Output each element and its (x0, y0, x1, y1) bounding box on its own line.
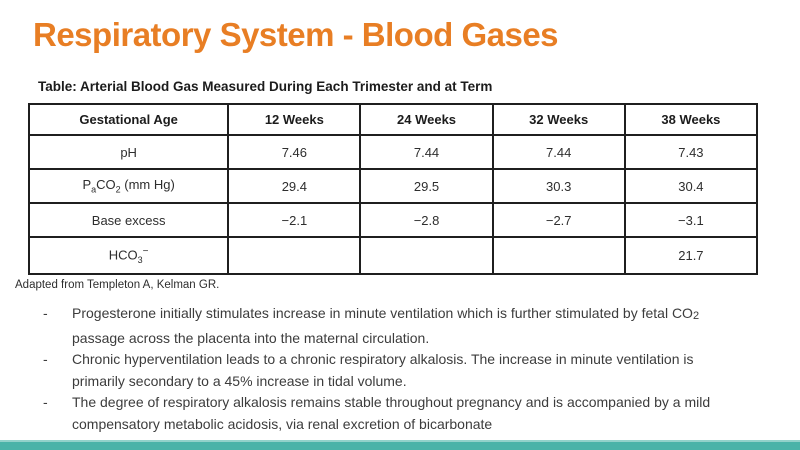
label-text: CO (96, 177, 116, 193)
bullet-dash: - (43, 351, 48, 367)
page-title: Respiratory System - Blood Gases (33, 16, 559, 53)
bullet-text: The degree of respiratory alkalosis remains stable throughout pregnancy and is accompanied by a mild compensatory metabolic acidosis, via renal excretion of bicarbonate (72, 394, 711, 432)
row-label-paco2 (29, 169, 228, 203)
footer-accent-bar (0, 440, 800, 450)
label-text: (mm Hg) (120, 177, 175, 193)
row-label-base-excess: Base excess (29, 203, 228, 237)
table-row-hco3 (29, 237, 757, 274)
column-header-32-weeks: 32 Weeks (493, 104, 625, 135)
column-header-38-weeks: 38 Weeks (625, 104, 757, 135)
column-header-gestational-age: Gestational Age (29, 104, 228, 135)
column-header-24-weeks: 24 Weeks (360, 104, 492, 135)
bullet-dash: - (43, 394, 48, 410)
label-text: HCO (108, 247, 138, 263)
label-text: P (82, 177, 92, 193)
row-label-ph: pH (29, 135, 228, 169)
source-note: Adapted from Templeton A, Kelman GR. (15, 279, 220, 291)
list-item-progesterone (43, 303, 749, 349)
table-cell: 7.46 (228, 135, 360, 169)
list-item-alkalosis (43, 392, 749, 435)
table-caption: Table: Arterial Blood Gas Measured During Each Trimester and at Term (38, 79, 493, 94)
label-subscript: a (91, 184, 97, 195)
table-cell (228, 237, 360, 274)
row-label-hco3 (29, 237, 228, 274)
column-header-12-weeks: 12 Weeks (228, 104, 360, 135)
table-cell: 30.4 (625, 169, 757, 203)
table-cell: 7.43 (625, 135, 757, 169)
bullet-text (72, 303, 749, 349)
label-subscript: 2 (115, 184, 121, 195)
table-cell: −3.1 (625, 203, 757, 237)
table-row-ph (29, 135, 757, 169)
bullet-text: Chronic hyperventilation leads to a chronic respiratory alkalosis. The increase in minute ventilation is primarily secondary to a 45% increase in tidal volume. (72, 351, 694, 389)
table-header-row (29, 104, 757, 135)
table-cell: 29.5 (360, 169, 492, 203)
list-item-hyperventilation (43, 349, 749, 392)
table-cell: −2.8 (360, 203, 492, 237)
label-superscript-minus: − (142, 246, 149, 258)
table-cell: 30.3 (493, 169, 625, 203)
bullet-dash: - (43, 305, 48, 321)
co2-subscript: 2 (692, 310, 700, 322)
table-cell (360, 237, 492, 274)
blood-gas-table (28, 103, 758, 275)
table-cell: −2.7 (493, 203, 625, 237)
bullet-list (43, 303, 749, 435)
table-cell: 7.44 (360, 135, 492, 169)
table-cell: 29.4 (228, 169, 360, 203)
bullet-text-segment: Progesterone initially stimulates increase in minute ventilation which is further stimulated by fetal CO (72, 305, 693, 321)
table-cell (493, 237, 625, 274)
table-cell: 21.7 (625, 237, 757, 274)
table-cell: −2.1 (228, 203, 360, 237)
label-subscript: 3 (137, 254, 143, 265)
table-cell: 7.44 (493, 135, 625, 169)
table-row-paco2 (29, 169, 757, 203)
bullet-text-segment: passage across the placenta into the maternal circulation. (72, 329, 430, 346)
table-row-base-excess (29, 203, 757, 237)
